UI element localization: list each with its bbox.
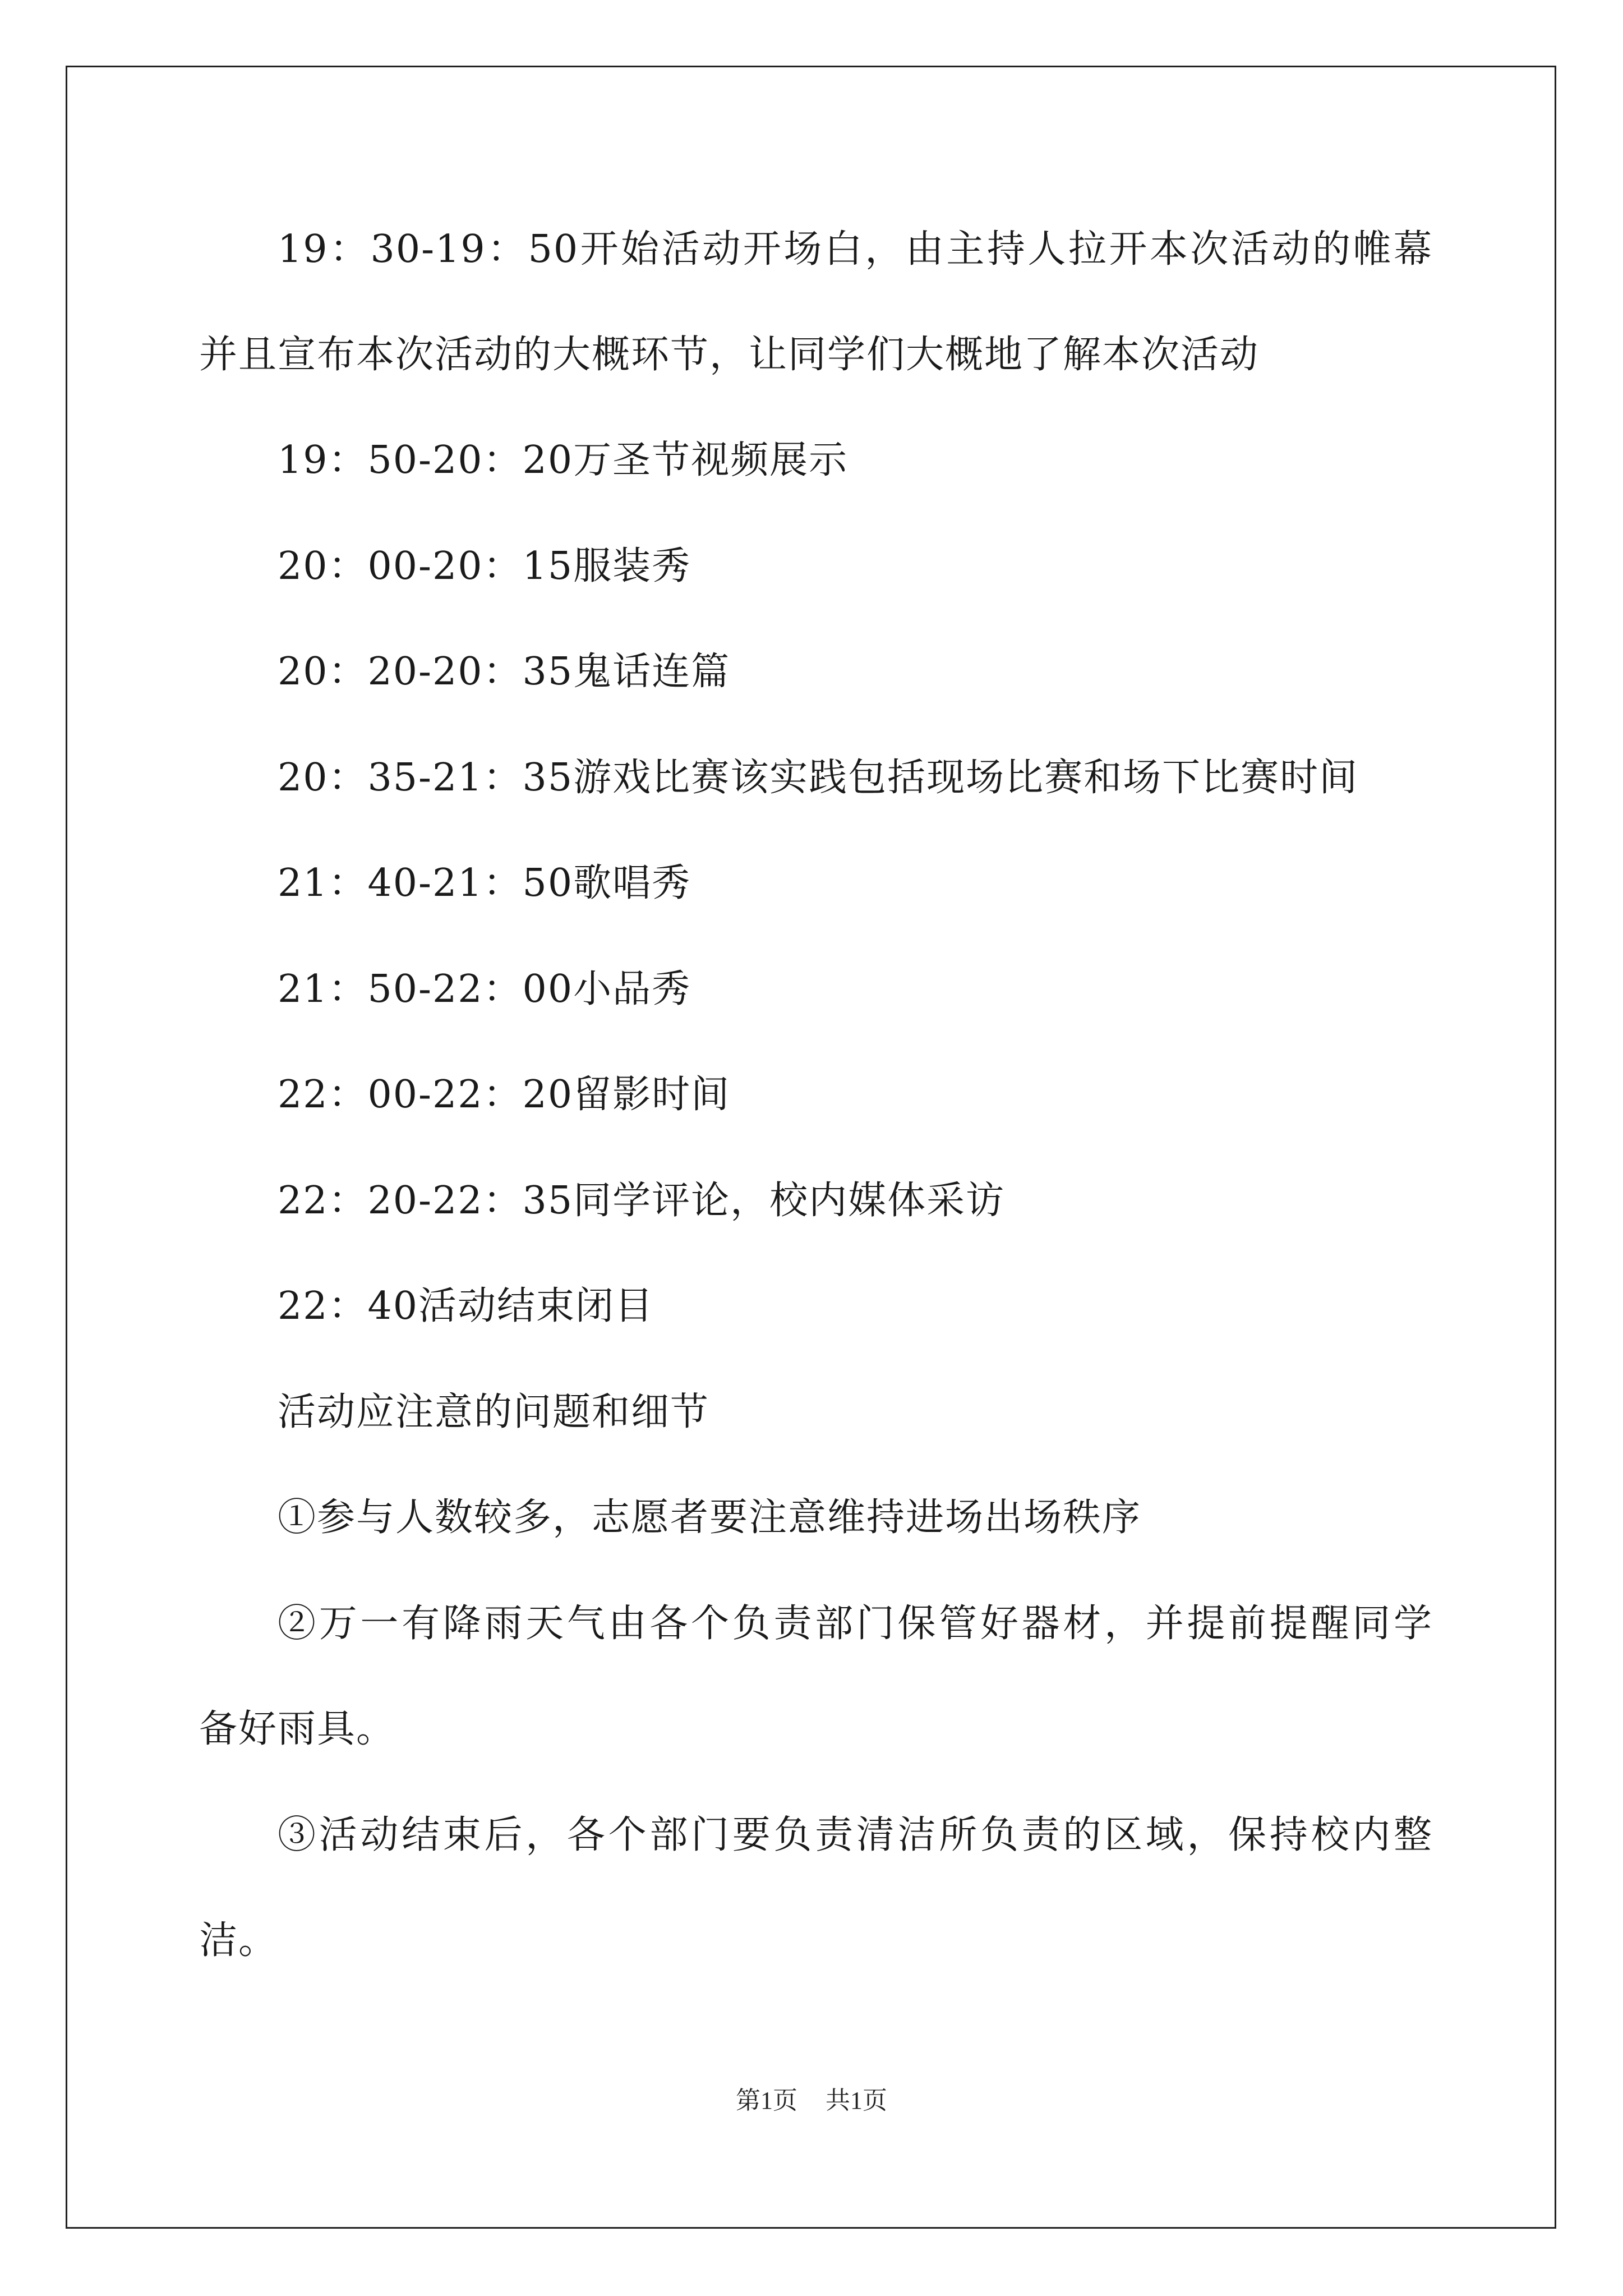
note-item-3: ③活动结束后，各个部门要负责清洁所负责的区域，保持校内整 [278, 1813, 1433, 1857]
note-item-2: ②万一有降雨天气由各个负责部门保管好器材，并提前提醒同学 [278, 1602, 1433, 1646]
note-item-1: ①参与人数较多，志愿者要注意维持进场出场秩序 [278, 1496, 1142, 1540]
schedule-item-video: 19：50-20：20万圣节视频展示 [278, 438, 849, 482]
schedule-item-games: 20：35-21：35游戏比赛该实践包括现场比赛和场下比赛时间 [278, 756, 1359, 800]
paragraph-line-schedule-opening-cont: 并且宣布本次活动的大概环节，让同学们大概地了解本次活动 [199, 333, 1260, 377]
schedule-item-photos: 22：00-22：20留影时间 [278, 1073, 731, 1117]
section-heading-notes: 活动应注意的问题和细节 [278, 1390, 710, 1434]
schedule-item-costume-show: 20：00-20：15服装秀 [278, 544, 691, 588]
schedule-item-comments: 22：20-22：35同学评论，校内媒体采访 [278, 1179, 1006, 1223]
page-number: 第1页 [736, 2087, 797, 2114]
page-total: 共1页 [826, 2087, 887, 2114]
schedule-item-closing: 22：40活动结束闭目 [278, 1284, 654, 1328]
note-item-2-cont: 备好雨具。 [199, 1707, 396, 1751]
schedule-item-ghost-stories: 20：20-20：35鬼话连篇 [278, 650, 731, 694]
schedule-item-singing: 21：40-21：50歌唱秀 [278, 861, 691, 905]
page-footer [0, 2084, 1623, 2118]
schedule-item-skit: 21：50-22：00小品秀 [278, 967, 691, 1011]
note-item-3-cont: 洁。 [199, 1918, 278, 1963]
paragraph-line-schedule-opening: 19：30-19：50开始活动开场白，由主持人拉开本次活动的帷幕 [278, 227, 1433, 272]
page-border [66, 66, 1556, 2229]
